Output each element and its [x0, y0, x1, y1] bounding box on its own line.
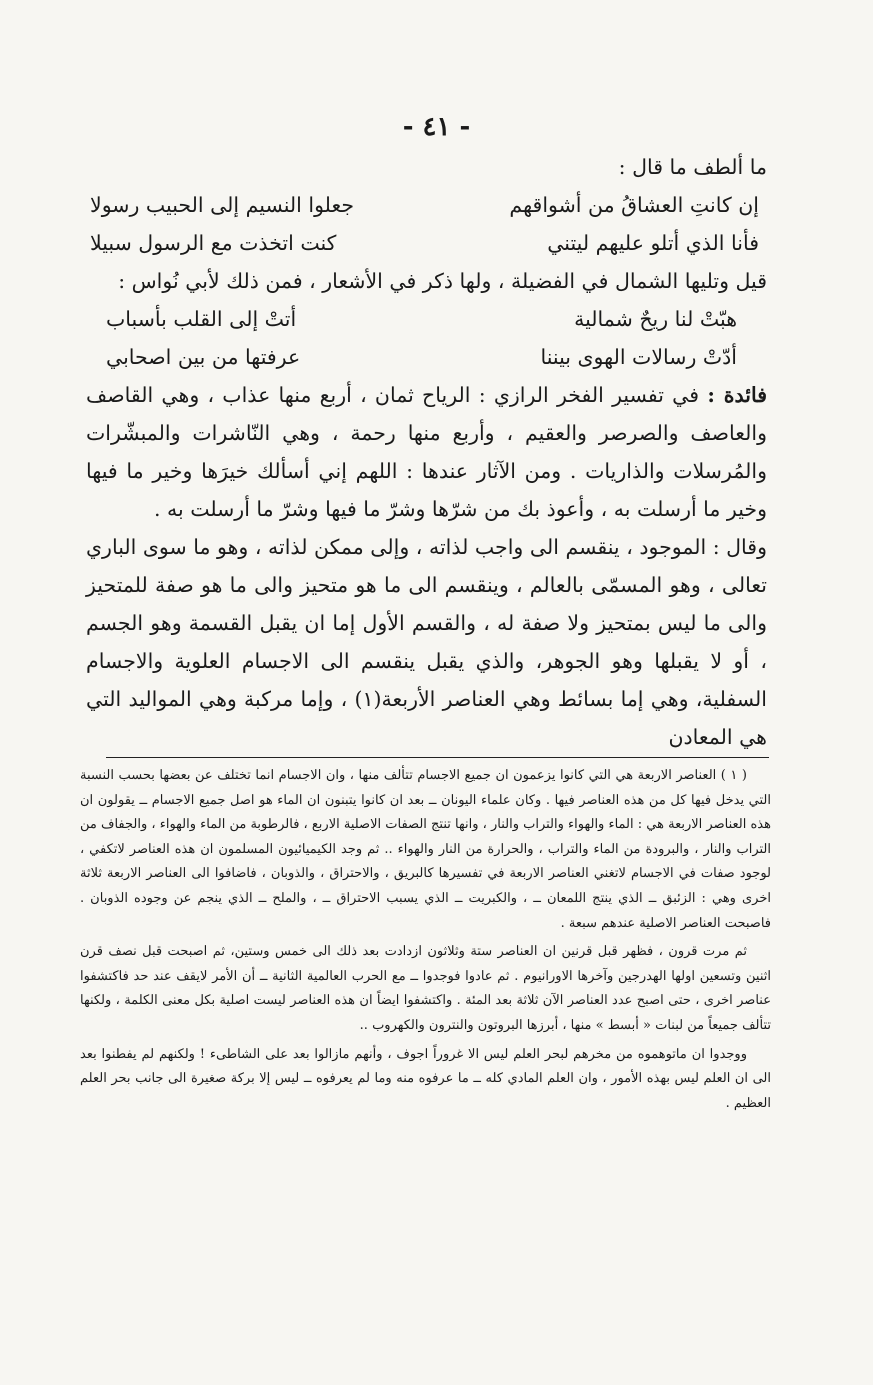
verse-hemistich-left: كنت اتخذت مع الرسول سبيلا — [90, 231, 337, 255]
paragraph-abu-nuwas: قيل وتليها الشمال في الفضيلة ، ولها ذكر في الأشعار ، فمن ذلك لأبي نُواس : — [118, 269, 767, 293]
verse-line — [86, 300, 767, 338]
footnotes — [80, 764, 771, 1120]
fayda-text: في تفسير الفخر الرازي : الرياح ثمان ، أربع منها عذاب ، وهي القاصف والعاصف والصرصر والعقيم ، وأربع منها رحمة ، وهي النّاشرات والمبشّرات والمُرسلات والذاريات . ومن الآثار عندها : اللهم إني أسألك خيرَها وخير ما فيها وخير ما أرسلت به ، وأعوذ بك من شرّها وشرّ ما فيها وشرّ ما أرسلت به . — [86, 383, 767, 521]
footnote-paragraph: ( ١ ) العناصر الاربعة هي التي كانوا يزعمون ان جميع الاجسام تتألف منها ، وان الاجسام انما تختلف عن بعضها بحسب النسبة التي يدخل فيها كل من هذه العناصر فيها . وكان علماء اليونان ــ بعد ان كانوا يتبنون ان الماء هو اصل جميع الاجسام ــ يقولون ان هذه العناصر الاربعة هي : الماء والهواء والتراب والنار ، وانها تنتج الصفات الاصلية الاربع ، فالرطوبة من الماء والهواء ، والجفاف من التراب والنار ، والبرودة من الماء والتراب ، والحرارة من النار والهواء .. ثم وجد الكيميائيون المسلمون ان هذه العناصر لاتكفي ، لوجود صفات في الاجسام لاتغني العناصر الاربعة في تفسيرها كالبريق ، والاحتراق ، والذوبان ، فاضافوا الى العناصر الاربعة ثلاثة اخرى وهي : الزئبق ــ الذي ينتج اللمعان ــ ، والكبريت ــ الذي يسبب الاحتراق ــ ، والملح ــ الذي ينجم عن وجوده الذوبان . فاصبحت العناصر الاصلية عندهم سبعة . — [80, 768, 771, 931]
paragraph-mawjud: وقال : الموجود ، ينقسم الى واجب لذاته ، وإلى ممكن لذاته ، وهو ما سوى الباري تعالى ، وهو المسمّى بالعالم ، وينقسم الى ما هو متحيز والى ما هو صفة للمتحيز والى ما ليس بمتحيز ولا صفة له ، والقسم الأول إما ان يقبل القسمة وهو الجسم ، أو لا يقبلها وهو الجوهر، والذي يقبل ينقسم الى الاجسام العلوية والاجسام السفلية، وهي إما بسائط وهي العناصر الأربعة(١) ، وإما مركبة وهي المواليد التي هي المعادن — [86, 535, 767, 749]
footnote-paragraph: ثم مرت قرون ، فظهر قبل قرنين ان العناصر ستة وثلاثون ازدادت بعد ذلك الى خمس وستين، ثم اصبحت قبل نصف قرن اثنين وتسعين اولها الهدرجين وآخرها الاورانيوم . ثم عادوا فوجدوا ــ مع الحرب العالمية الثانية ــ أن الأمر لايقف عند حد فاكتشفوا عناصر اخرى ، حتى اصبح عدد العناصر الآن ثلاثة بعد المئة . واكتشفوا ايضاً ان هذه العناصر ليست اصلية بكل معنى الكلمة ، ولكنها تتألف جميعاً من لبنات « أبسط » منها ، أبرزها البروتون والنترون والكهروب .. — [80, 944, 771, 1033]
verse-hemistich-right: هبّتْ لنا ريحٌ شمالية — [574, 307, 737, 331]
paragraph-fayda — [86, 376, 767, 528]
footnote-divider — [106, 757, 769, 758]
page-number: - ٤١ - — [402, 112, 471, 142]
verse-hemistich-left: أتتْ إلى القلب بأسباب — [106, 307, 297, 331]
verse-hemistich-right: إن كانتِ العشاقُ من أشواقهم — [509, 193, 759, 217]
main-text — [86, 148, 767, 756]
verse-line — [86, 224, 767, 262]
verse-hemistich-left: عرفتها من بين اصحابي — [106, 345, 301, 369]
fayda-label: فائدة : — [707, 383, 767, 407]
intro-line: ما ألطف ما قال : — [618, 155, 767, 179]
footnote-paragraph: ووجدوا ان ماتوهموه من مخرهم لبحر العلم ليس الا غروراً اجوف ، وأنهم مازالوا بعد على الشاطىء ! ولكنهم لم يفطنوا بعد الى ان العلم ليس بهذه الأمور ، وان العلم المادي كله ــ ما عرفوه منه وما لم يعرفوه ــ ليس إلا بركة صغيرة الى جانب بحر العلم العظيم . — [80, 1046, 771, 1111]
verse-hemistich-right: فأنا الذي أتلو عليهم ليتني — [547, 231, 759, 255]
verse-hemistich-left: جعلوا النسيم إلى الحبيب رسولا — [90, 193, 355, 217]
verse-line — [86, 338, 767, 376]
verse-hemistich-right: أدّتْ رسالات الهوى بيننا — [540, 345, 737, 369]
verse-line — [86, 186, 767, 224]
